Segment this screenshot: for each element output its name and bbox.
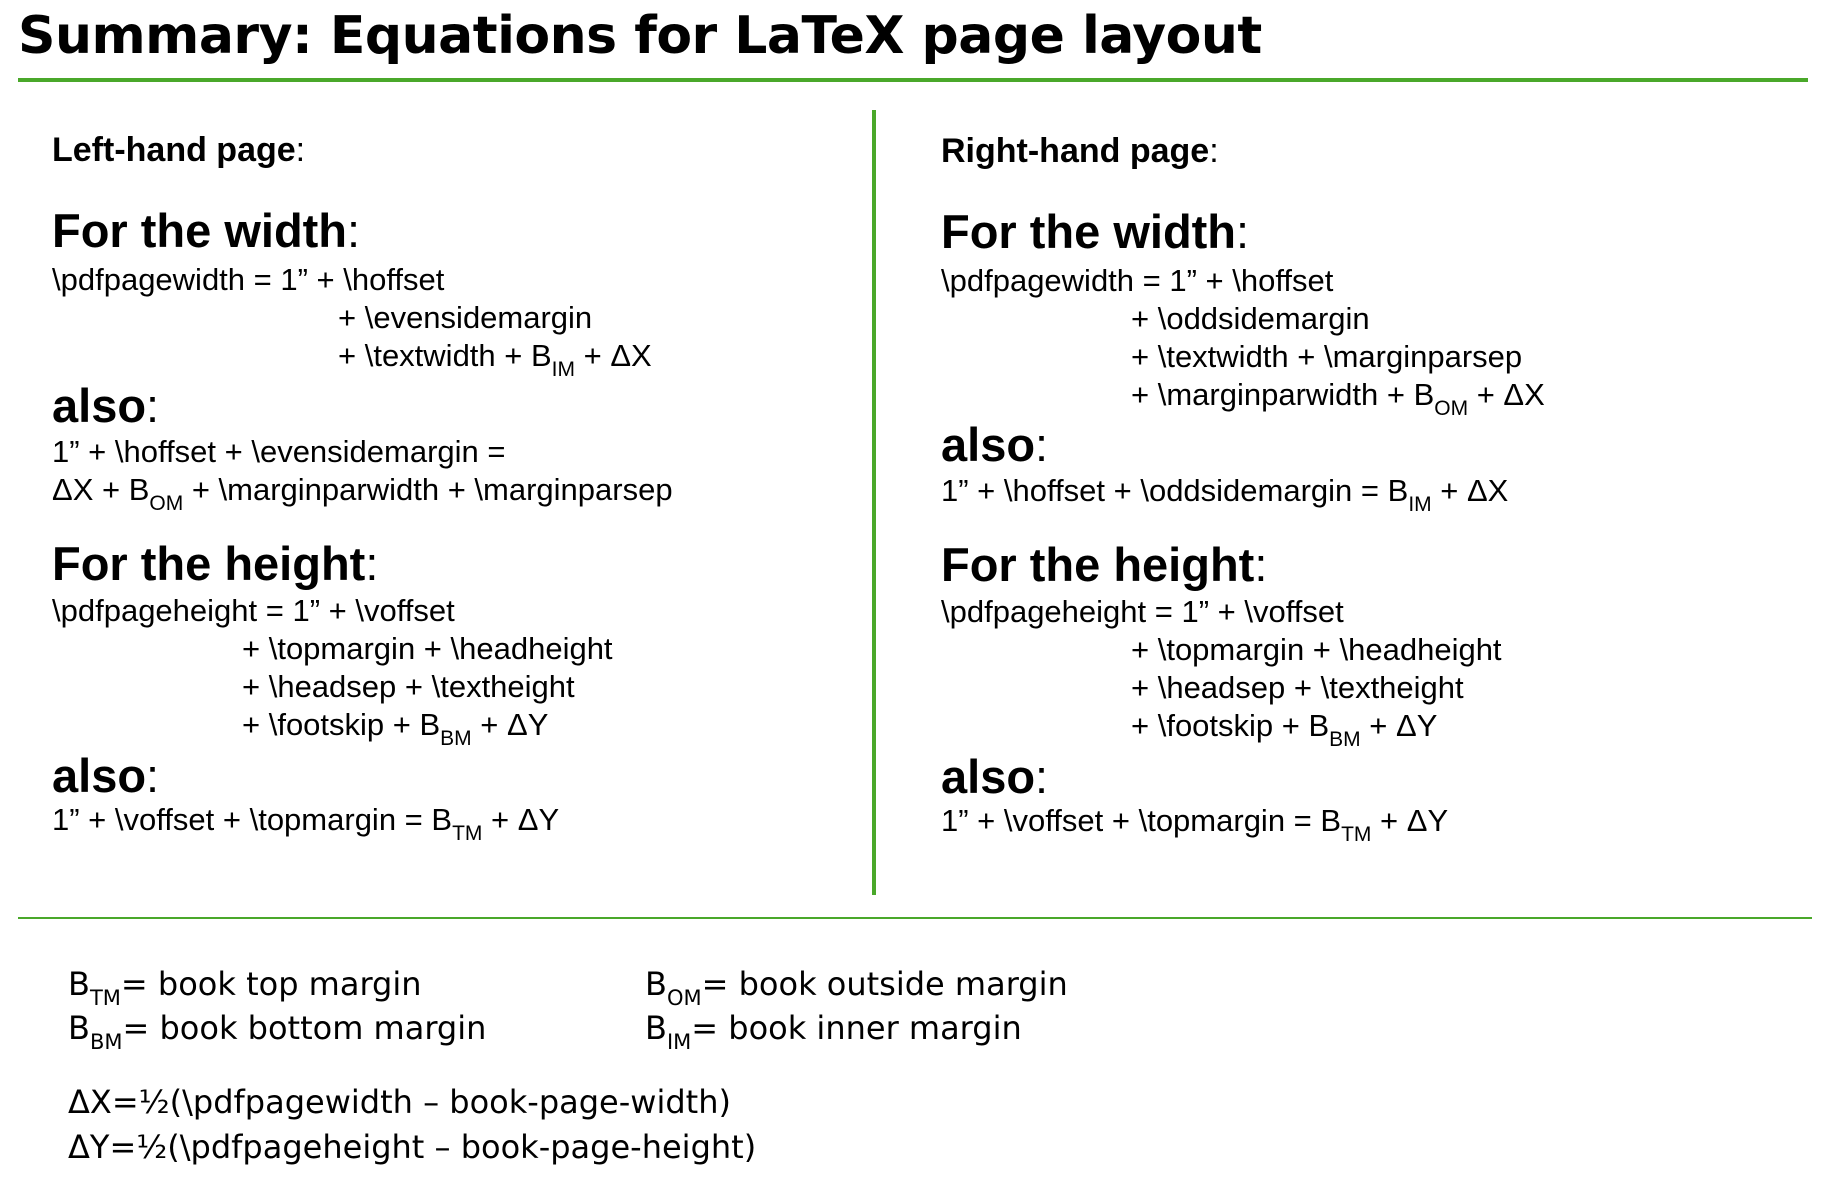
right-height-eq-line-2: + \topmargin + \headheight [1131, 632, 1502, 667]
page-title: Summary: Equations for LaTeX page layout [18, 6, 1262, 66]
legend-book-outside-margin: $B_{OM}=$ book outside margin [645, 965, 1068, 1010]
right-also-2: also: [941, 750, 1049, 803]
left-height-heading: For the height: [52, 537, 379, 590]
left-width-eq-line-1: \pdfpagewidth = 1” + \hoffset [52, 262, 445, 297]
right-height-heading: For the height: [941, 538, 1268, 591]
right-also-1-eq: 1” + \hoffset + \oddsidemargin = $B_{IM} + \Delta X$ [941, 473, 1509, 516]
column-divider [872, 110, 876, 895]
left-also-1: also: [52, 379, 160, 432]
left-width-heading: For the width: [52, 204, 361, 257]
right-height-eq-line-3: + \headsep + \textheight [1131, 670, 1464, 705]
left-height-eq-line-3: + \headsep + \textheight [242, 669, 575, 704]
right-width-eq-line-1: \pdfpagewidth = 1” + \hoffset [941, 263, 1334, 298]
legend-delta-x: ΔX=½(\pdfpagewidth – book-page-width) [68, 1083, 731, 1121]
right-width-eq-line-2: + \oddsidemargin [1131, 301, 1370, 336]
right-width-heading: For the width: [941, 205, 1250, 258]
left-height-eq-line-2: + \topmargin + \headheight [242, 631, 613, 666]
right-height-eq-line-1: \pdfpageheight = 1” + \voffset [941, 594, 1344, 629]
right-also-1: also: [941, 418, 1049, 471]
left-also-2: also: [52, 749, 160, 802]
left-width-eq-line-3: + \textwidth + $B_{IM} + \Delta X$ [338, 338, 652, 381]
legend-book-inner-margin: $B_{IM}=$ book inner margin [645, 1009, 1022, 1054]
left-also-1-eq-line-2: $\Delta X + B_{OM}$ + \marginparwidth + \marginparsep [52, 472, 673, 515]
right-page-label: Right-hand page: [941, 132, 1219, 170]
legend-delta-y: ΔY=½(\pdfpageheight – book-page-height) [68, 1128, 757, 1166]
legend-book-top-margin: $B_{TM}=$ book top margin [68, 965, 422, 1010]
left-height-eq-line-1: \pdfpageheight = 1” + \voffset [52, 593, 455, 628]
left-width-eq-line-2: + \evensidemargin [338, 300, 593, 335]
left-page-label: Left-hand page: [52, 131, 306, 169]
title-underline [18, 78, 1808, 82]
right-width-eq-line-4: + \marginparwidth + $B_{OM} + \Delta X$ [1131, 377, 1545, 420]
legend-divider [18, 917, 1812, 919]
right-width-eq-line-3: + \textwidth + \marginparsep [1131, 339, 1523, 374]
right-also-2-eq: 1” + \voffset + \topmargin = $B_{TM} + \Delta Y$ [941, 803, 1449, 846]
left-also-2-eq: 1” + \voffset + \topmargin = $B_{TM} + \Delta Y$ [52, 802, 560, 845]
left-height-eq-line-4: + \footskip + $B_{BM} + \Delta Y$ [242, 707, 549, 750]
right-height-eq-line-4: + \footskip + $B_{BM} + \Delta Y$ [1131, 708, 1438, 751]
legend-book-bottom-margin: $B_{BM}=$ book bottom margin [68, 1009, 487, 1054]
left-also-1-eq-line-1: 1” + \hoffset + \evensidemargin = [52, 434, 506, 469]
